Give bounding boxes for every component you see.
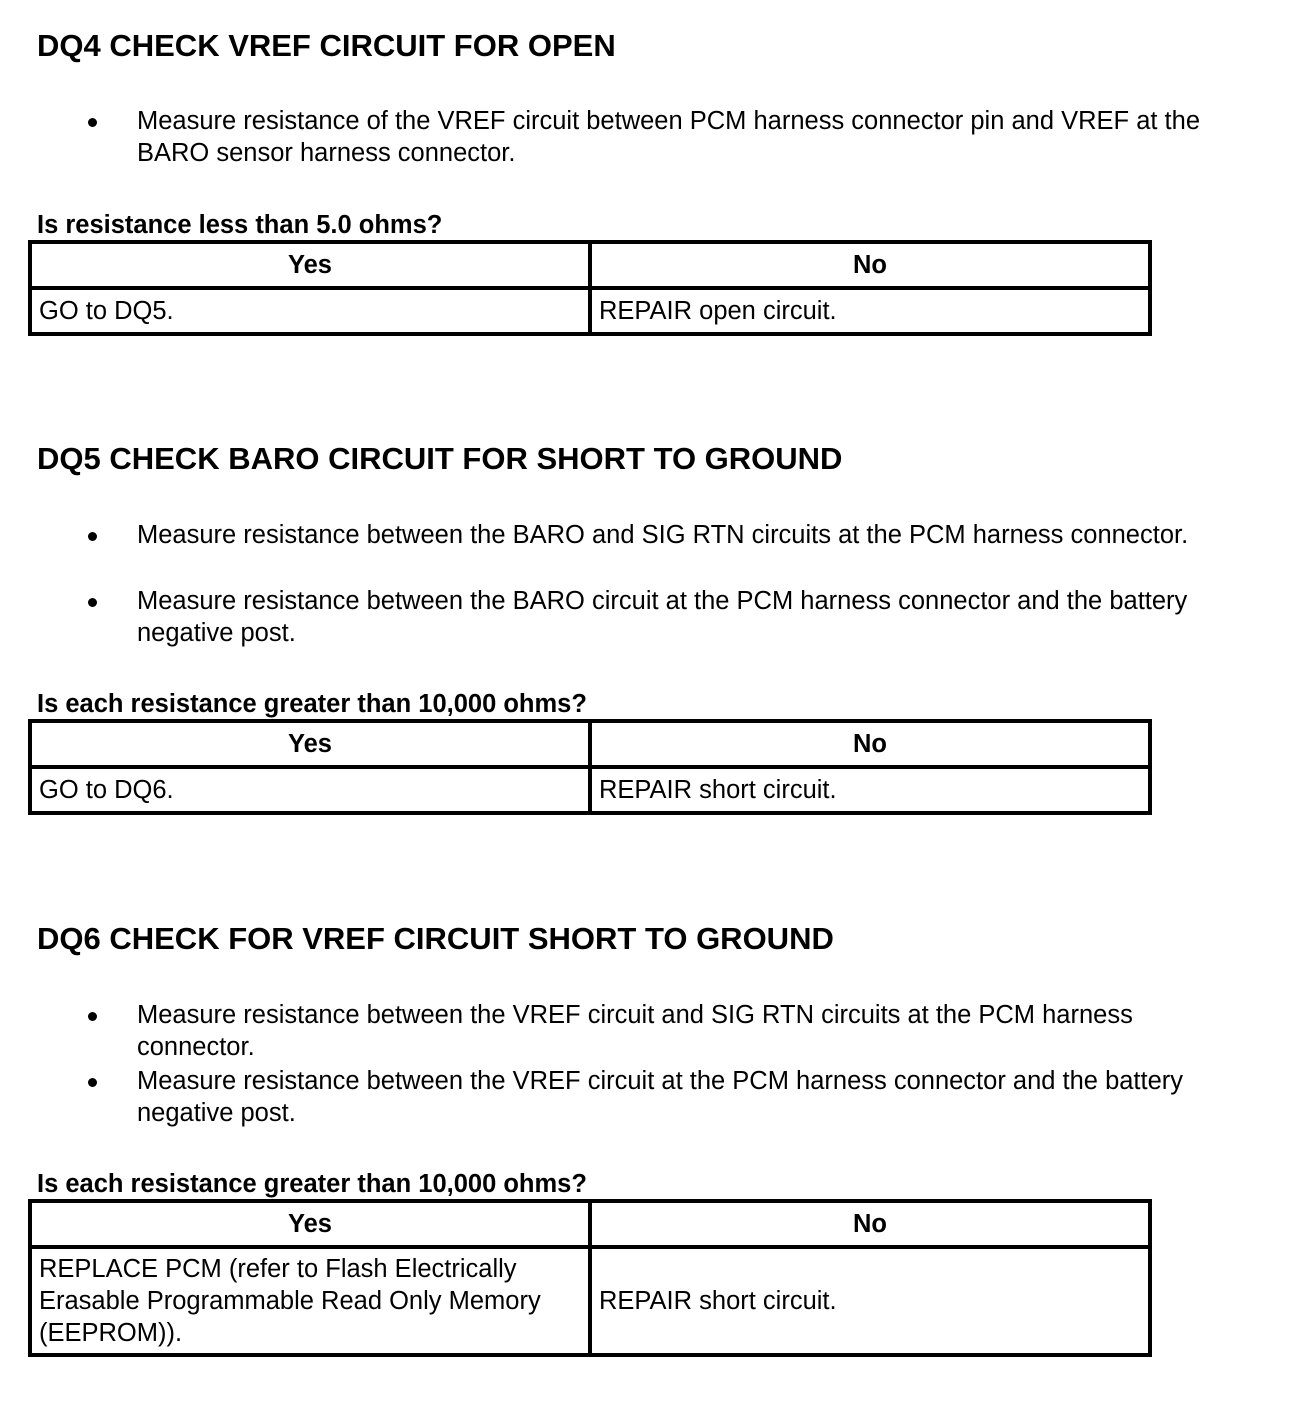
- instruction-text: Measure resistance between the BARO circuit at the PCM harness connector and the battery negative post.: [137, 587, 1188, 647]
- result-table: [28, 719, 1152, 815]
- question-text: Is each resistance greater than 10,000 ohms?: [37, 690, 587, 718]
- bullet-icon: [88, 598, 97, 607]
- no-header: No: [590, 721, 1150, 767]
- instruction-text: Measure resistance of the VREF circuit between PCM harness connector pin and VREF at the BARO sensor harness connector.: [137, 107, 1201, 167]
- table-row: [30, 288, 1150, 334]
- step-title: DQ4 CHECK VREF CIRCUIT FOR OPEN: [37, 28, 616, 63]
- instruction-text: Measure resistance between the VREF circuit and SIG RTN circuits at the PCM harness connector.: [137, 1001, 1133, 1061]
- no-action: REPAIR short circuit.: [590, 767, 1150, 813]
- table-row: [30, 1247, 1150, 1355]
- question-text: Is resistance less than 5.0 ohms?: [37, 211, 443, 239]
- bullet-icon: [88, 532, 97, 541]
- no-header: No: [590, 1201, 1150, 1247]
- table-row: [30, 767, 1150, 813]
- step-title: DQ5 CHECK BARO CIRCUIT FOR SHORT TO GROUND: [37, 441, 843, 476]
- bullet-icon: [88, 1012, 97, 1021]
- yes-header: Yes: [30, 1201, 590, 1247]
- bullet-icon: [88, 1078, 97, 1087]
- no-action: REPAIR open circuit.: [590, 288, 1150, 334]
- table-header-row: [30, 1201, 1150, 1247]
- instruction-text: Measure resistance between the VREF circuit at the PCM harness connector and the battery negative post.: [137, 1067, 1184, 1127]
- yes-action: GO to DQ5.: [30, 288, 590, 334]
- no-action: REPAIR short circuit.: [590, 1247, 1150, 1355]
- table-header-row: [30, 242, 1150, 288]
- question-text: Is each resistance greater than 10,000 ohms?: [37, 1170, 587, 1198]
- yes-header: Yes: [30, 242, 590, 288]
- step-title: DQ6 CHECK FOR VREF CIRCUIT SHORT TO GROUND: [37, 921, 834, 956]
- table-header-row: [30, 721, 1150, 767]
- instruction-text: Measure resistance between the BARO and SIG RTN circuits at the PCM harness connector.: [137, 521, 1189, 549]
- no-header: No: [590, 242, 1150, 288]
- yes-action: GO to DQ6.: [30, 767, 590, 813]
- bullet-icon: [88, 118, 97, 127]
- result-table: [28, 240, 1152, 336]
- yes-action: REPLACE PCM (refer to Flash Electrically Erasable Programmable Read Only Memory (EEPROM)).: [30, 1247, 590, 1355]
- result-table: [28, 1199, 1152, 1357]
- yes-header: Yes: [30, 721, 590, 767]
